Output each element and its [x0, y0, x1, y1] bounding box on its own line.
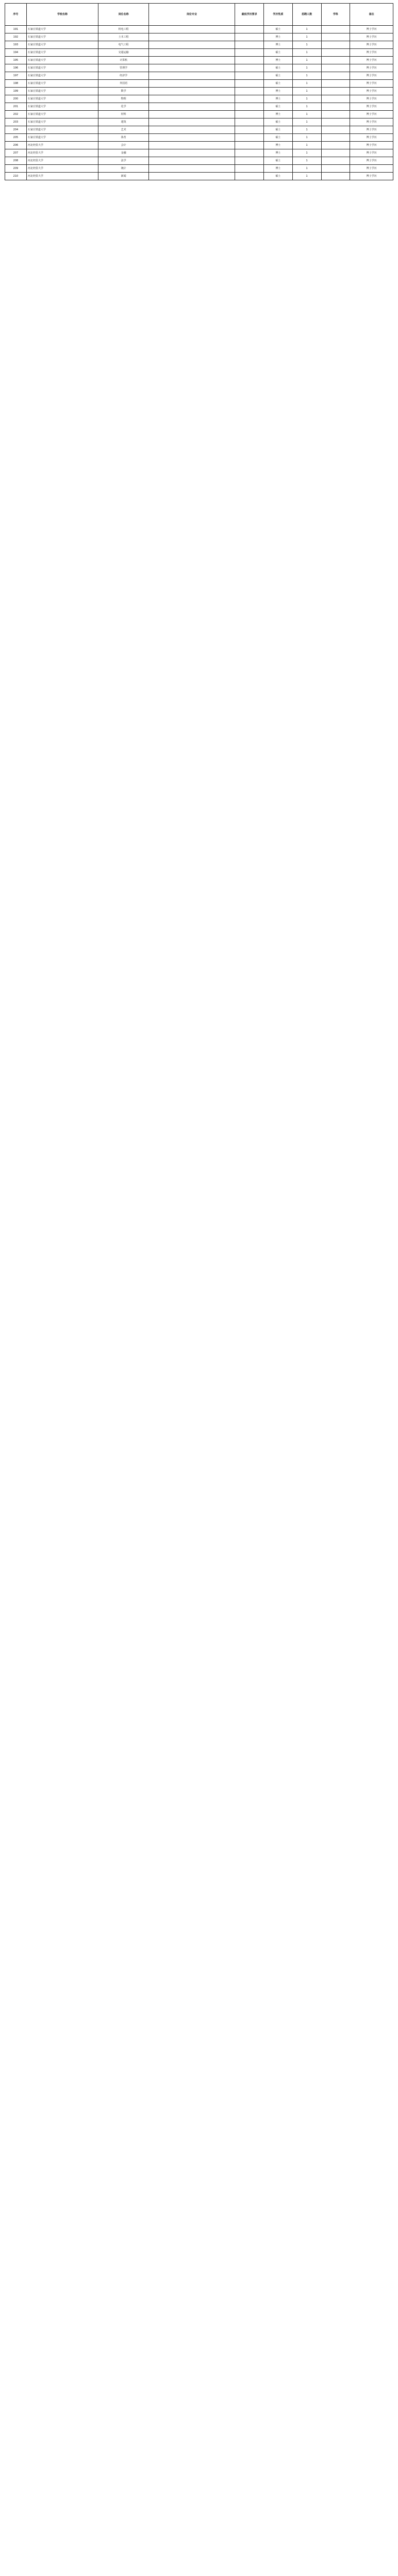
table-cell [321, 95, 350, 103]
table-cell: 1 [292, 95, 321, 103]
table-cell [148, 173, 235, 180]
table-cell: 1 [292, 64, 321, 72]
table-cell: 博士学历 [350, 64, 393, 72]
table-cell: 石家庄铁道大学 [26, 26, 98, 33]
table-cell: 金融 [98, 149, 149, 157]
table-cell [235, 95, 264, 103]
table-cell [235, 149, 264, 157]
table-cell [235, 57, 264, 64]
table-cell: 石家庄铁道大学 [26, 41, 98, 49]
table-cell: 博士 [263, 111, 292, 118]
table-cell: 203 [5, 118, 27, 126]
table-cell: 硕士 [263, 103, 292, 111]
table-row [5, 80, 393, 88]
table-cell: 博士学历 [350, 134, 393, 142]
table-cell [321, 157, 350, 165]
table-cell: 博士学历 [350, 111, 393, 118]
table-row [5, 64, 393, 72]
table-cell: 石家庄铁道大学 [26, 103, 98, 111]
table-cell: 201 [5, 103, 27, 111]
table-cell: 博士 [263, 149, 292, 157]
table-cell: 1 [292, 33, 321, 41]
table-row [5, 103, 393, 111]
table-cell: 博士学历 [350, 95, 393, 103]
table-cell: 1 [292, 103, 321, 111]
table-cell [235, 126, 264, 134]
table-cell [148, 49, 235, 57]
table-cell [321, 126, 350, 134]
table-cell: 石家庄铁道大学 [26, 134, 98, 142]
table-cell [321, 111, 350, 118]
table-cell: 博士 [263, 88, 292, 95]
table-cell [235, 111, 264, 118]
table-cell: 博士学历 [350, 126, 393, 134]
table-cell [235, 173, 264, 180]
table-cell [321, 142, 350, 149]
table-cell: 197 [5, 72, 27, 80]
table-cell: 石家庄铁道大学 [26, 72, 98, 80]
table-cell [321, 41, 350, 49]
table-cell: 数学 [98, 88, 149, 95]
table-cell: 1 [292, 49, 321, 57]
table-cell: 硕士 [263, 64, 292, 72]
table-cell: 1 [292, 134, 321, 142]
table-cell [235, 157, 264, 165]
table-cell: 196 [5, 64, 27, 72]
table-cell: 博士 [263, 33, 292, 41]
table-body [5, 26, 393, 180]
table-cell [148, 103, 235, 111]
table-cell: 石家庄铁道大学 [26, 33, 98, 41]
table-cell: 博士学历 [350, 149, 393, 157]
table-cell: 博士学历 [350, 157, 393, 165]
table-cell: 1 [292, 165, 321, 173]
table-cell [148, 41, 235, 49]
table-cell: 计算机 [98, 57, 149, 64]
table-cell: 硕士 [263, 157, 292, 165]
table-cell: 1 [292, 149, 321, 157]
table-cell [235, 26, 264, 33]
table-cell: 博士学历 [350, 57, 393, 64]
table-cell: 河北经贸大学 [26, 165, 98, 173]
table-row [5, 72, 393, 80]
header-cell: 学历性质 [263, 4, 292, 26]
table-cell [321, 149, 350, 157]
table-cell: 1 [292, 142, 321, 149]
table-cell [235, 88, 264, 95]
table-cell: 石家庄铁道大学 [26, 49, 98, 57]
table-cell: 河北经贸大学 [26, 173, 98, 180]
table-cell [321, 49, 350, 57]
table-cell [321, 26, 350, 33]
table-cell: 艺术 [98, 126, 149, 134]
table-cell: 新闻 [98, 173, 149, 180]
table-row [5, 142, 393, 149]
table-cell: 1 [292, 157, 321, 165]
table-cell [148, 149, 235, 157]
table-cell [321, 173, 350, 180]
table-cell: 194 [5, 49, 27, 57]
table-cell: 电气工程 [98, 41, 149, 49]
table-cell [148, 142, 235, 149]
table-cell [235, 72, 264, 80]
table-cell [235, 41, 264, 49]
table-cell [148, 118, 235, 126]
header-cell: 最低学历要求 [235, 4, 264, 26]
table-cell: 1 [292, 173, 321, 180]
table-cell: 200 [5, 95, 27, 103]
table-cell: 博士学历 [350, 49, 393, 57]
table-cell: 209 [5, 165, 27, 173]
table-cell: 1 [292, 118, 321, 126]
table-cell: 1 [292, 57, 321, 64]
table-cell: 材料 [98, 111, 149, 118]
table-cell [148, 64, 235, 72]
table-cell: 193 [5, 41, 27, 49]
table-cell: 198 [5, 80, 27, 88]
table-cell: 博士 [263, 142, 292, 149]
table-cell: 石家庄铁道大学 [26, 57, 98, 64]
table-cell [321, 72, 350, 80]
table-row [5, 173, 393, 180]
table-row [5, 57, 393, 64]
table-cell: 博士学历 [350, 26, 393, 33]
table-cell: 博士学历 [350, 41, 393, 49]
recruitment-table-sheet [5, 3, 393, 180]
table-cell [148, 57, 235, 64]
table-cell: 1 [292, 80, 321, 88]
header-cell: 学校名称 [26, 4, 98, 26]
table-cell [235, 118, 264, 126]
table-cell: 博士学历 [350, 118, 393, 126]
table-cell: 硕士 [263, 134, 292, 142]
table-cell: 博士 [263, 165, 292, 173]
table-cell [321, 80, 350, 88]
table-cell: 石家庄铁道大学 [26, 126, 98, 134]
table-cell [321, 165, 350, 173]
table-cell: 管理学 [98, 64, 149, 72]
table-cell: 207 [5, 149, 27, 157]
table-cell: 石家庄铁道大学 [26, 64, 98, 72]
table-cell [235, 33, 264, 41]
table-cell: 210 [5, 173, 27, 180]
table-cell: 硕士 [263, 80, 292, 88]
table-cell: 河北经贸大学 [26, 142, 98, 149]
table-row [5, 33, 393, 41]
header-cell: 备注 [350, 4, 393, 26]
table-cell: 199 [5, 88, 27, 95]
table-cell: 河北经贸大学 [26, 149, 98, 157]
table-cell [148, 126, 235, 134]
table-cell: 博士学历 [350, 142, 393, 149]
table-cell [321, 103, 350, 111]
table-cell: 外国语 [98, 80, 149, 88]
table-cell [148, 95, 235, 103]
table-cell: 博士 [263, 57, 292, 64]
header-row [5, 4, 393, 26]
table-row [5, 134, 393, 142]
recruitment-table [5, 3, 393, 180]
table-cell [148, 33, 235, 41]
table-cell: 博士学历 [350, 173, 393, 180]
table-cell [148, 72, 235, 80]
table-cell: 硕士 [263, 49, 292, 57]
table-cell: 法学 [98, 157, 149, 165]
table-row [5, 118, 393, 126]
table-cell [321, 88, 350, 95]
table-cell: 石家庄铁道大学 [26, 95, 98, 103]
table-cell: 195 [5, 57, 27, 64]
table-cell [148, 165, 235, 173]
table-cell: 统计 [98, 165, 149, 173]
table-cell: 1 [292, 111, 321, 118]
table-cell [235, 80, 264, 88]
table-cell: 1 [292, 72, 321, 80]
header-cell: 岗位名称 [98, 4, 149, 26]
table-cell: 硕士 [263, 72, 292, 80]
table-cell: 204 [5, 126, 27, 134]
table-cell: 1 [292, 41, 321, 49]
table-cell [235, 49, 264, 57]
table-cell: 石家庄铁道大学 [26, 111, 98, 118]
table-cell: 石家庄铁道大学 [26, 88, 98, 95]
table-cell: 1 [292, 88, 321, 95]
table-cell: 石家庄铁道大学 [26, 80, 98, 88]
table-cell: 化学 [98, 103, 149, 111]
table-cell: 1 [292, 26, 321, 33]
table-cell: 河北经贸大学 [26, 157, 98, 165]
table-row [5, 126, 393, 134]
header-cell: 学科 [321, 4, 350, 26]
table-cell: 博士学历 [350, 103, 393, 111]
table-cell: 博士学历 [350, 88, 393, 95]
table-cell: 191 [5, 26, 27, 33]
table-cell [148, 80, 235, 88]
table-cell: 硕士 [263, 26, 292, 33]
table-cell: 建筑 [98, 118, 149, 126]
table-cell: 硕士 [263, 173, 292, 180]
table-row [5, 49, 393, 57]
table-cell [235, 64, 264, 72]
table-cell [321, 64, 350, 72]
table-cell [321, 57, 350, 64]
table-cell: 202 [5, 111, 27, 118]
table-cell: 博士学历 [350, 165, 393, 173]
table-cell: 经济学 [98, 72, 149, 80]
table-cell [148, 88, 235, 95]
table-cell: 体育 [98, 134, 149, 142]
table-cell [148, 111, 235, 118]
table-row [5, 95, 393, 103]
table-row [5, 111, 393, 118]
table-cell: 206 [5, 142, 27, 149]
table-cell: 土木工程 [98, 33, 149, 41]
table-cell: 博士学历 [350, 33, 393, 41]
table-row [5, 149, 393, 157]
table-cell: 石家庄铁道大学 [26, 118, 98, 126]
table-cell: 交通运输 [98, 49, 149, 57]
table-cell: 1 [292, 126, 321, 134]
table-cell: 208 [5, 157, 27, 165]
table-cell [321, 134, 350, 142]
table-cell: 物理 [98, 95, 149, 103]
table-row [5, 88, 393, 95]
table-cell [235, 142, 264, 149]
header-cell: 岗位专业 [148, 4, 235, 26]
table-cell [321, 118, 350, 126]
header-cell: 序号 [5, 4, 27, 26]
table-cell [235, 165, 264, 173]
table-cell [148, 26, 235, 33]
table-cell: 硕士 [263, 118, 292, 126]
table-cell: 博士 [263, 95, 292, 103]
table-row [5, 157, 393, 165]
table-cell: 192 [5, 33, 27, 41]
table-cell: 205 [5, 134, 27, 142]
table-cell [321, 33, 350, 41]
table-cell [235, 134, 264, 142]
table-cell: 博士学历 [350, 80, 393, 88]
table-cell: 博士学历 [350, 72, 393, 80]
table-cell: 机电工程 [98, 26, 149, 33]
table-cell: 硕士 [263, 126, 292, 134]
header-cell: 招聘人数 [292, 4, 321, 26]
table-cell [148, 134, 235, 142]
table-row [5, 41, 393, 49]
table-cell [148, 157, 235, 165]
table-row [5, 165, 393, 173]
table-cell: 会计 [98, 142, 149, 149]
table-row [5, 26, 393, 33]
table-cell [235, 103, 264, 111]
table-cell: 博士 [263, 41, 292, 49]
